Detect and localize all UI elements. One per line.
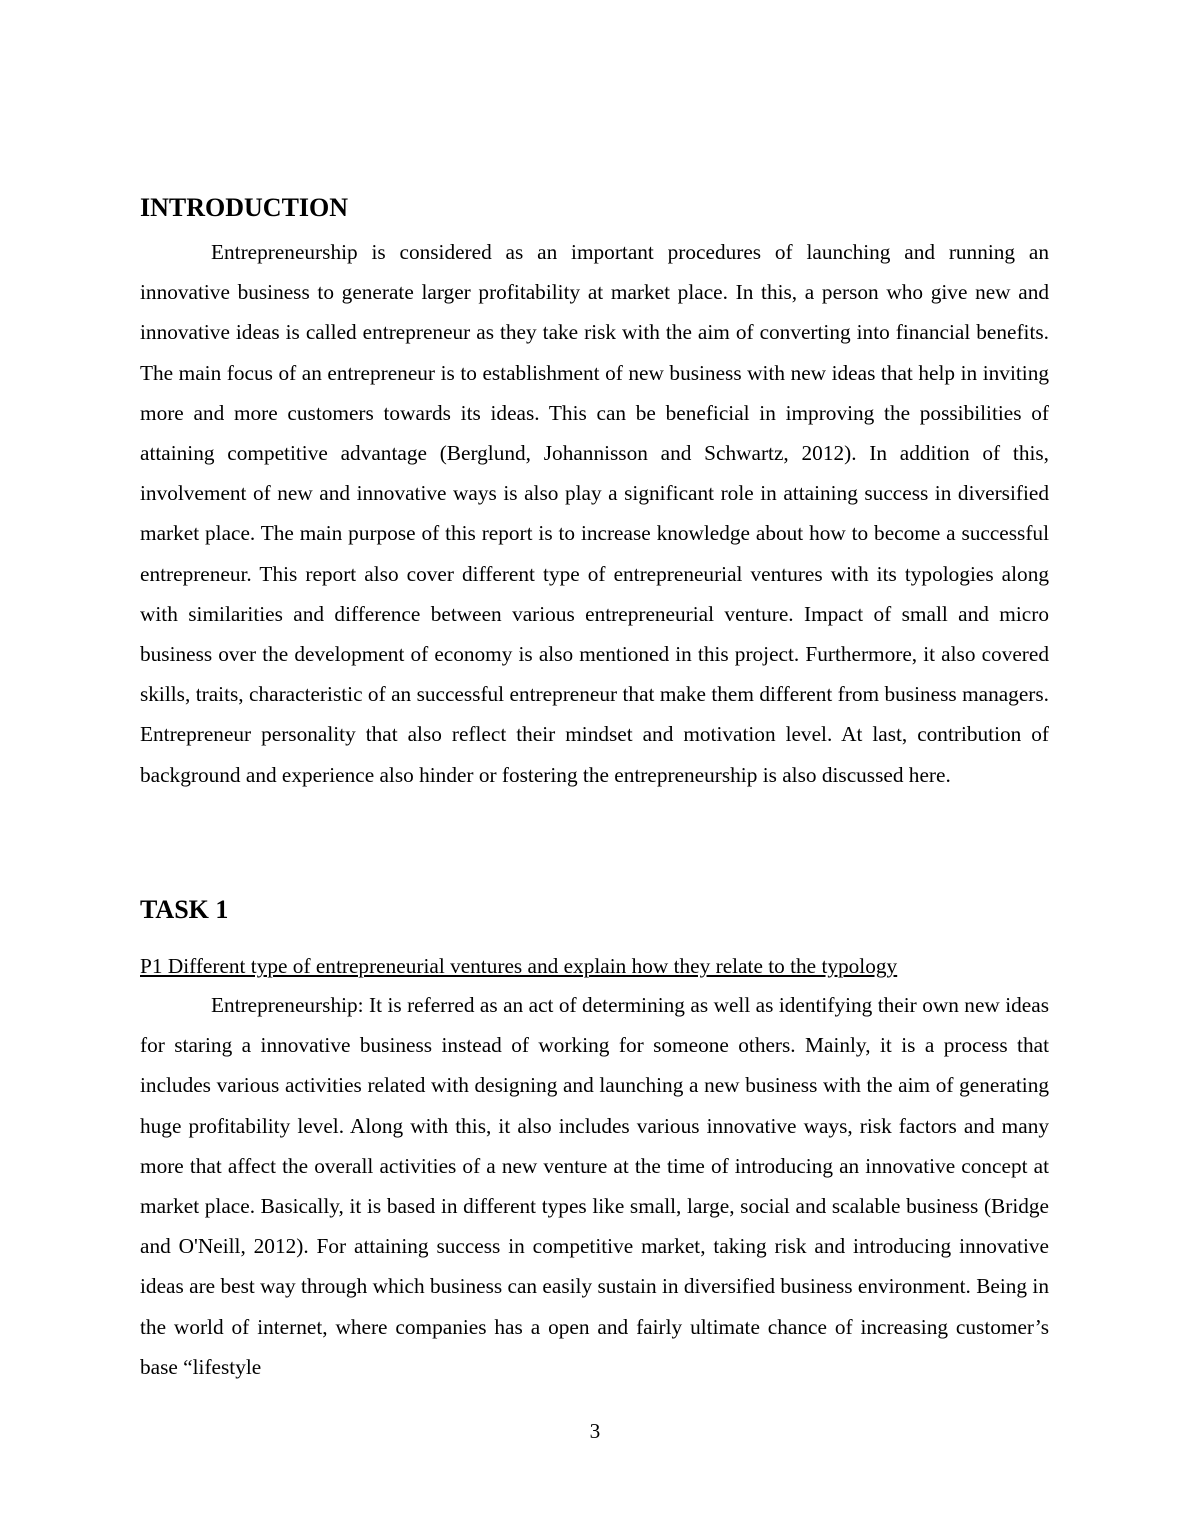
task-1-heading: TASK 1 (140, 895, 229, 924)
p1-subheading: P1 Different type of entrepreneurial ventures and explain how they relate to the typology (140, 954, 898, 978)
introduction-heading: INTRODUCTION (140, 193, 349, 222)
page-number: 3 (589, 1419, 601, 1443)
p1-paragraph: Entrepreneurship: It is referred as an act of determining as well as identifying their own new ideas for staring a innovative business instead of working for someone others. Mainly, it is a process that includes various activities related with designing and launching a new business with the aim of generating huge profitability level. Along with this, it also includes various innovative ways, risk factors and many more that affect the overall activities of a new venture at the time of introducing an innovative concept at market place. Basically, it is based in different types like small, large, social and scalable business (Bridge and O'Neill, 2012). For attaining success in competitive market, taking risk and introducing innovative ideas are best way through which business can easily sustain in diversified business environment. Being in the world of internet, where companies has a open and fairly ultimate chance of increasing customer’s base “lifestyle (140, 993, 1049, 1379)
introduction-paragraph: Entrepreneurship is considered as an important procedures of launching and running an innovative business to generate larger profitability at market place. In this, a person who give new and innovative ideas is called entrepreneur as they take risk with the aim of converting into financial benefits. The main focus of an entrepreneur is to establishment of new business with new ideas that help in inviting more and more customers towards its ideas. This can be beneficial in improving the possibilities of attaining competitive advantage (Berglund, Johannisson and Schwartz, 2012). In addition of this, involvement of new and innovative ways is also play a significant role in attaining success in diversified market place. The main purpose of this report is to increase knowledge about how to become a successful entrepreneur. This report also cover different type of entrepreneurial ventures with its typologies along with similarities and difference between various entrepreneurial venture. Impact of small and micro business over the development of economy is also mentioned in this project. Furthermore, it also covered skills, traits, characteristic of an successful entrepreneur that make them different from business managers. Entrepreneur personality that also reflect their mindset and motivation level. At last, contribution of background and experience also hinder or fostering the entrepreneurship is also discussed here. (140, 240, 1049, 787)
